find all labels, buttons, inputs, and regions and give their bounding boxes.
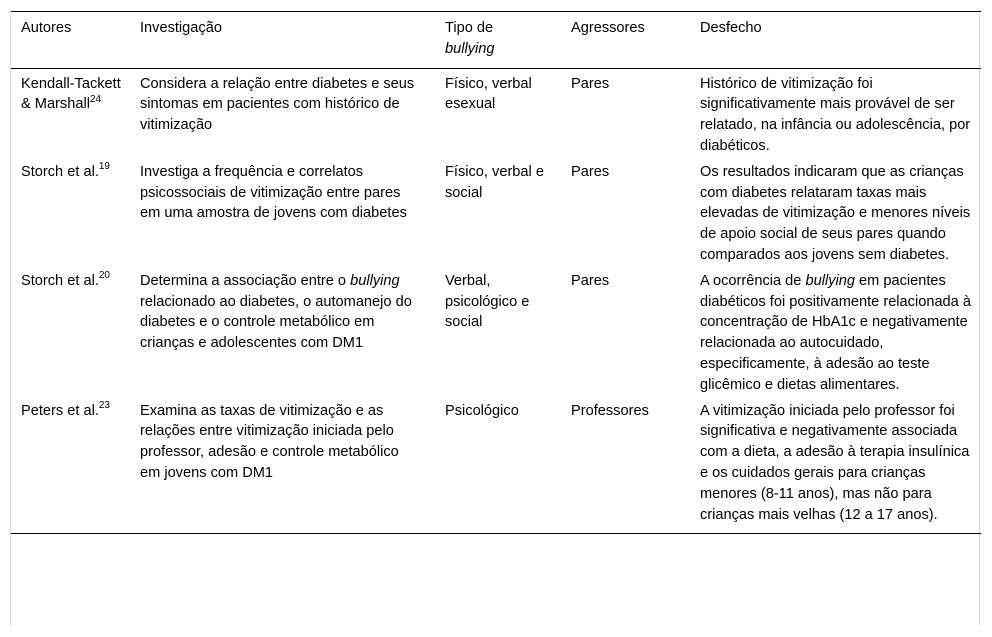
- outcome-cell: Os resultados indicaram que as crianças com diabetes relataram taxas mais elevadas de vitimização e menores níveis de apoio social de seus pares quando comparados aos jovens sem diabetes.: [700, 163, 971, 263]
- bullying-type-cell: Físico, verbal e social: [445, 163, 544, 201]
- studies-table: [11, 11, 981, 534]
- reference-number: 20: [98, 269, 110, 281]
- investigation-text-pre: Determina a associação entre o: [140, 272, 347, 289]
- outcome-cell: A vitimização iniciada pelo professor foi significativa e negativamente associada com a dieta, a adesão à terapia insulínica e os cuidados gerais para crianças menores (8-11 anos), mas não para crianças mais velhas (12 a 17 anos).: [700, 402, 970, 523]
- header-authors: Autores: [21, 20, 72, 36]
- investigation-text-post: relacionado ao diabetes, o automanejo do diabetes e o controle metabólico em crianças e adolescentes com DM1: [140, 293, 412, 352]
- outcome-cell: Histórico de vitimização foi significativamente mais provável de ser relatado, na infância ou adolescência, por diabéticos.: [700, 75, 971, 154]
- author-name: Kendall-Tackett & Marshall: [21, 75, 121, 113]
- aggressors-cell: Professores: [571, 402, 649, 419]
- header-type-line1: Tipo de: [445, 20, 494, 36]
- reference-number: 23: [98, 399, 110, 411]
- author-cell: [11, 396, 136, 534]
- author-cell: [11, 68, 136, 157]
- bullying-type-cell: Verbal, psicológico e social: [445, 272, 530, 331]
- header-investigation: Investigação: [140, 20, 222, 36]
- table-row: [11, 266, 981, 396]
- outcome-text-pre: A ocorrência de: [700, 272, 802, 289]
- author-cell: [11, 266, 136, 396]
- author-name: Storch et al.: [21, 163, 99, 180]
- aggressors-cell: Pares: [571, 75, 610, 92]
- reference-number: 24: [89, 93, 102, 105]
- aggressors-cell: Pares: [571, 272, 610, 289]
- table-row: [11, 396, 981, 534]
- investigation-cell: Considera a relação entre diabetes e seus sintomas em pacientes com histórico de vitimização: [140, 75, 415, 134]
- table-row: [11, 68, 981, 157]
- author-cell: [11, 157, 136, 266]
- header-aggressors: Agressores: [571, 20, 645, 36]
- table-header-row: [11, 12, 981, 69]
- table-row: [11, 157, 981, 266]
- investigation-cell: Examina as taxas de vitimização e as relações entre vitimização iniciada pelo professor, adesão e controle metabólico em jovens com DM1: [140, 402, 399, 481]
- outcome-text-italic: bullying: [805, 272, 855, 289]
- reference-number: 19: [98, 160, 110, 172]
- investigation-text-italic: bullying: [350, 272, 400, 289]
- header-type-line2: bullying: [445, 40, 495, 57]
- outcome-text-post: em pacientes diabéticos foi positivamente relacionada à concentração de HbA1c e negativamente relacionada ao autocuidado, especificamente, à adesão ao teste glicêmico e dietas alimentares.: [700, 272, 971, 393]
- header-bullying-type: [441, 12, 567, 69]
- investigation-cell: Investiga a frequência e correlatos psicossociais de vitimização entre pares em uma amostra de jovens com diabetes: [140, 163, 407, 222]
- outcome-cell: [696, 266, 981, 396]
- bullying-type-cell: Físico, verbal esexual: [445, 75, 532, 113]
- aggressors-cell: Pares: [571, 163, 610, 180]
- bullying-type-cell: Psicológico: [445, 402, 519, 419]
- author-name: Peters et al.: [21, 402, 99, 419]
- author-name: Storch et al.: [21, 272, 99, 289]
- header-outcome: Desfecho: [700, 20, 762, 36]
- investigation-cell: [136, 266, 441, 396]
